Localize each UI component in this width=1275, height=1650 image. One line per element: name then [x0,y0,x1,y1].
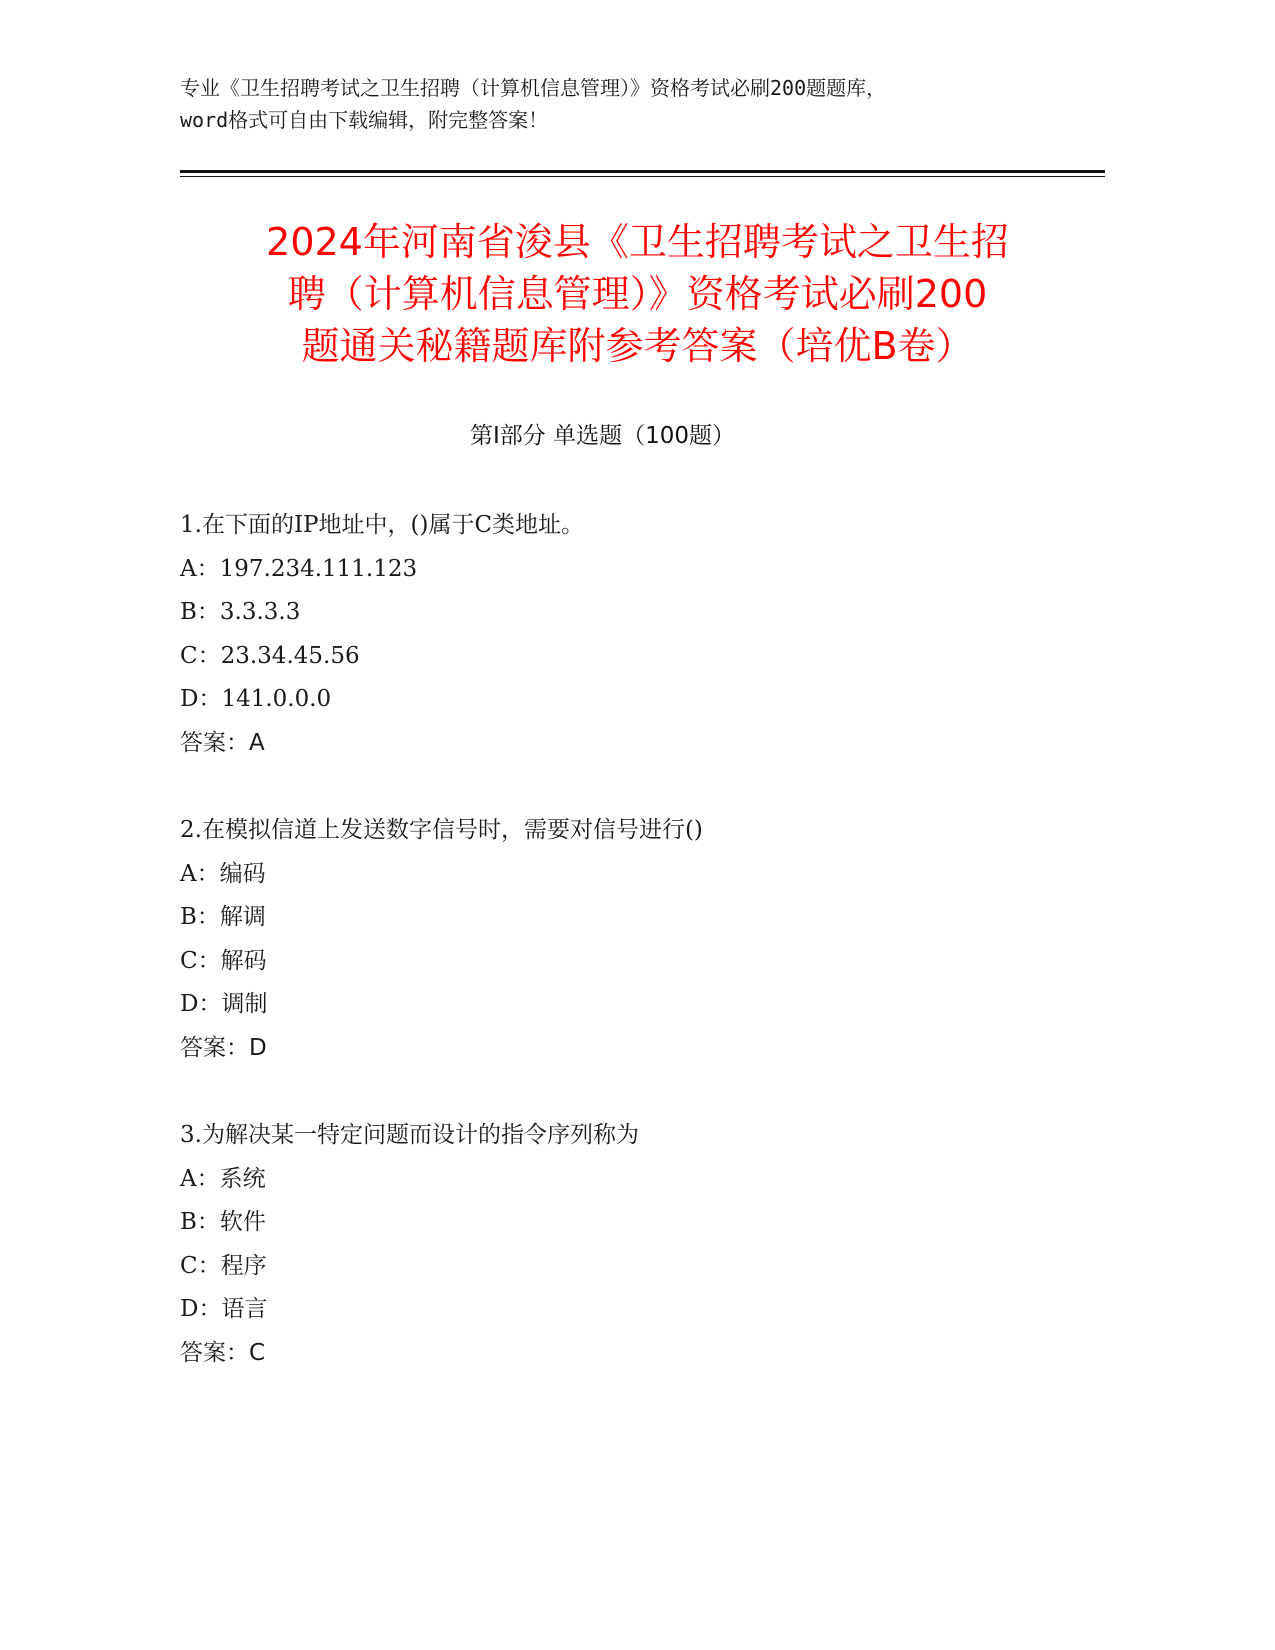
header-divider-thick [180,170,1105,173]
answer: 答案：C [180,1339,266,1366]
option-c: C：解码 [180,947,267,974]
document-title-line-3: 题通关秘籍题库附参考答案（培优B卷） [301,324,974,368]
document-title-line-1: 2024年河南省浚县《卫生招聘考试之卫生招 [266,220,1009,264]
document-header-note [180,72,1080,136]
document-title-line-2: 聘（计算机信息管理）》资格考试必刷200 [287,272,988,316]
option-a: A：编码 [180,860,266,887]
option-c: C：程序 [180,1252,267,1279]
question-stem: 2.在模拟信道上发送数字信号时，需要对信号进行() [180,817,703,843]
question-3 [180,1114,1080,1376]
answer: 答案：D [180,1034,267,1061]
option-c: C：23.34.45.56 [180,642,360,669]
option-a: A：系统 [180,1165,266,1192]
section-title: 第I部分 单选题（100题） [470,423,735,449]
header-divider-thin [180,176,1105,177]
option-a: A：197.234.111.123 [180,555,418,582]
question-2 [180,809,1080,1071]
option-d: D：语言 [180,1296,268,1323]
header-note-line-1: 专业《卫生招聘考试之卫生招聘（计算机信息管理）》资格考试必刷200题题库， [180,76,887,100]
header-note-line-2: word格式可自由下载编辑，附完整答案！ [180,108,549,132]
question-stem: 3.为解决某一特定问题而设计的指令序列称为 [180,1122,639,1148]
option-d: D：141.0.0.0 [180,686,332,713]
question-1 [180,504,1080,766]
answer: 答案：A [180,729,265,756]
option-b: B：3.3.3.3 [180,599,301,626]
document-title [150,216,1125,372]
question-stem: 1.在下面的IP地址中，()属于C类地址。 [180,512,585,538]
option-d: D：调制 [180,991,268,1018]
option-b: B：软件 [180,1209,266,1236]
option-b: B：解调 [180,904,266,931]
